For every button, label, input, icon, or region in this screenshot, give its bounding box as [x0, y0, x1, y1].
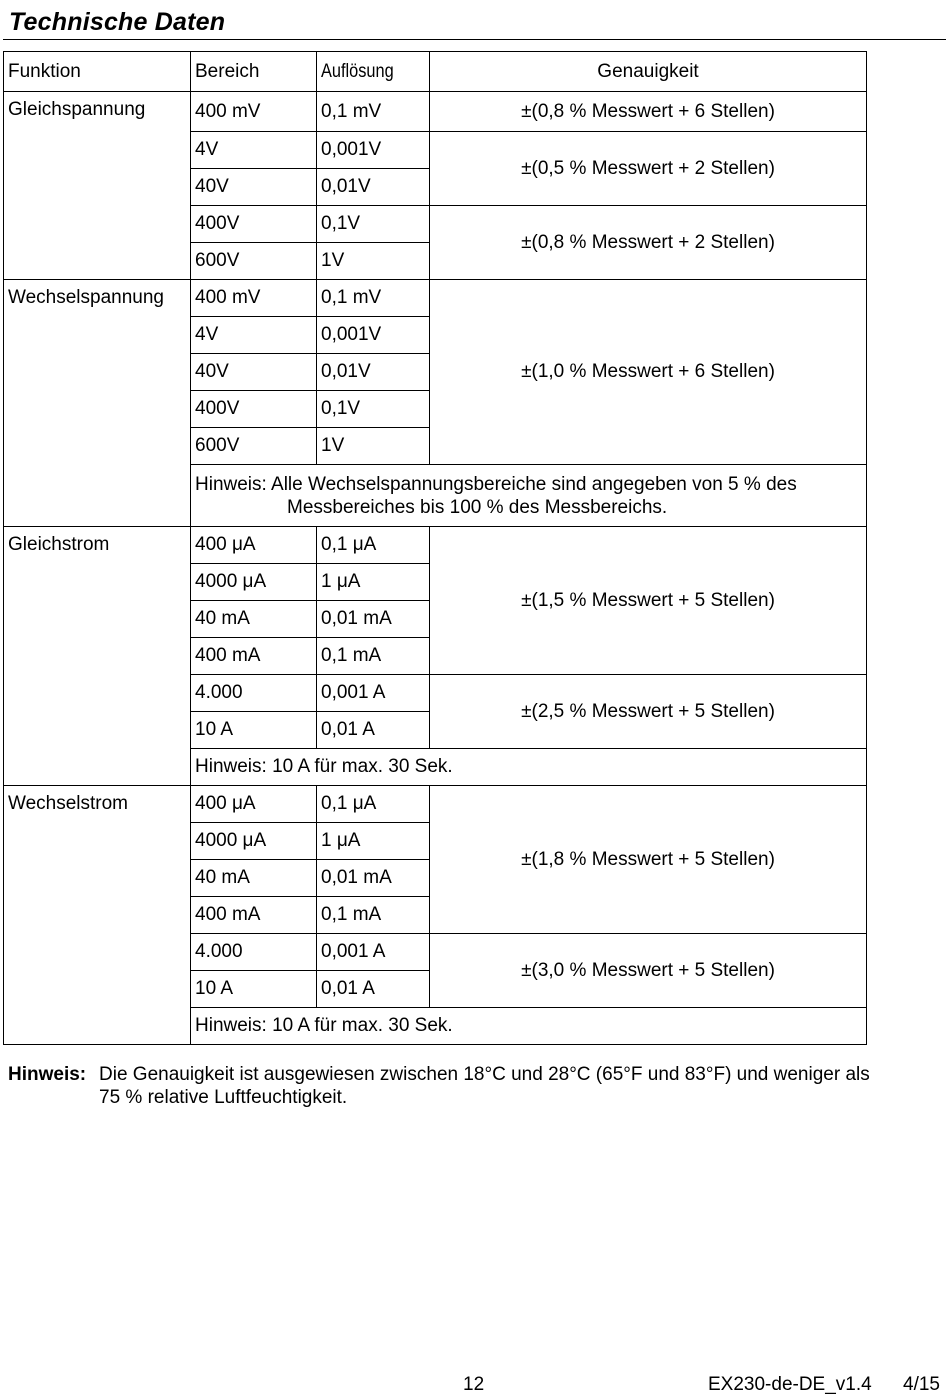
- header-cell-range: Bereich: [191, 52, 317, 92]
- function-ac-current: Wechselstrom: [4, 786, 191, 1045]
- range-cell: 400V: [191, 391, 317, 428]
- range-cell: 4.000: [191, 675, 317, 712]
- resolution-cell: 0,1 mV: [317, 280, 430, 317]
- function-dc-voltage: Gleichspannung: [4, 92, 191, 280]
- document-page: 4/15: [903, 1374, 940, 1395]
- range-cell: 400 μA: [191, 527, 317, 564]
- range-cell: 400V: [191, 206, 317, 243]
- note-line: Hinweis: Alle Wechselspannungsbereiche sind angegeben von 5 % des: [195, 473, 797, 495]
- note-cell-ac-voltage: [191, 465, 867, 527]
- accuracy-cell: ±(1,8 % Messwert + 5 Stellen): [430, 786, 867, 934]
- range-cell: 10 A: [191, 712, 317, 749]
- table-row: [4, 527, 867, 564]
- range-cell: 10 A: [191, 971, 317, 1008]
- resolution-cell: 1 μA: [317, 564, 430, 601]
- range-cell: 4.000: [191, 934, 317, 971]
- resolution-cell: 0,1 mA: [317, 638, 430, 675]
- accuracy-cell: ±(1,5 % Messwert + 5 Stellen): [430, 527, 867, 675]
- resolution-cell: 0,001 A: [317, 675, 430, 712]
- range-cell: 400 mV: [191, 92, 317, 132]
- accuracy-cell: ±(0,8 % Messwert + 2 Stellen): [430, 206, 867, 280]
- resolution-cell: 1V: [317, 243, 430, 280]
- specifications-table: [3, 51, 867, 1045]
- range-cell: 40 mA: [191, 860, 317, 897]
- resolution-cell: 0,001V: [317, 317, 430, 354]
- table-row: [4, 786, 867, 823]
- resolution-cell: 0,01 mA: [317, 601, 430, 638]
- range-cell: 400 mV: [191, 280, 317, 317]
- table-row: [4, 280, 867, 317]
- resolution-cell: 0,1V: [317, 206, 430, 243]
- resolution-cell: 0,1V: [317, 391, 430, 428]
- range-cell: 600V: [191, 428, 317, 465]
- range-cell: 4V: [191, 132, 317, 169]
- resolution-cell: 0,001V: [317, 132, 430, 169]
- resolution-cell: 0,01 mA: [317, 860, 430, 897]
- range-cell: 4000 μA: [191, 564, 317, 601]
- table-header-row: [4, 52, 867, 92]
- accuracy-cell: ±(0,8 % Messwert + 6 Stellen): [430, 92, 867, 132]
- resolution-cell: 0,01V: [317, 354, 430, 391]
- footnote-line: Die Genauigkeit ist ausgewiesen zwischen 18°C und 28°C (65°F und 83°F) und weniger als: [99, 1064, 870, 1085]
- title-divider: [3, 39, 946, 40]
- range-cell: 40V: [191, 169, 317, 206]
- accuracy-cell: ±(3,0 % Messwert + 5 Stellen): [430, 934, 867, 1008]
- resolution-cell: 0,1 mA: [317, 897, 430, 934]
- table-row: [4, 92, 867, 132]
- header-cell-resolution: [317, 52, 430, 92]
- function-ac-voltage: Wechselspannung: [4, 280, 191, 527]
- page-title: Technische Daten: [9, 8, 226, 36]
- resolution-cell: 0,01V: [317, 169, 430, 206]
- accuracy-cell: ±(1,0 % Messwert + 6 Stellen): [430, 280, 867, 465]
- range-cell: 400 mA: [191, 638, 317, 675]
- resolution-cell: 0,1 μA: [317, 527, 430, 564]
- range-cell: 4V: [191, 317, 317, 354]
- header-cell-function: Funktion: [4, 52, 191, 92]
- range-cell: 40V: [191, 354, 317, 391]
- resolution-cell: 0,001 A: [317, 934, 430, 971]
- range-cell: 400 μA: [191, 786, 317, 823]
- resolution-cell: 0,1 mV: [317, 92, 430, 132]
- function-dc-current: Gleichstrom: [4, 527, 191, 786]
- page-number: 12: [463, 1374, 485, 1395]
- header-resolution-label: Auflösung: [321, 60, 394, 82]
- resolution-cell: 1V: [317, 428, 430, 465]
- resolution-cell: 0,01 A: [317, 971, 430, 1008]
- range-cell: 40 mA: [191, 601, 317, 638]
- resolution-cell: 0,1 μA: [317, 786, 430, 823]
- resolution-cell: 0,01 A: [317, 712, 430, 749]
- accuracy-cell: ±(0,5 % Messwert + 2 Stellen): [430, 132, 867, 206]
- document-id: EX230-de-DE_v1.4: [708, 1374, 872, 1395]
- range-cell: 4000 μA: [191, 823, 317, 860]
- note-cell-ac-current: Hinweis: 10 A für max. 30 Sek.: [191, 1008, 867, 1045]
- range-cell: 600V: [191, 243, 317, 280]
- note-line: Messbereiches bis 100 % des Messbereichs.: [287, 496, 668, 518]
- footnote-line: 75 % relative Luftfeuchtigkeit.: [99, 1087, 348, 1108]
- range-cell: 400 mA: [191, 897, 317, 934]
- accuracy-cell: ±(2,5 % Messwert + 5 Stellen): [430, 675, 867, 749]
- note-cell-dc-current: Hinweis: 10 A für max. 30 Sek.: [191, 749, 867, 786]
- footnote-label: Hinweis:: [8, 1064, 87, 1085]
- resolution-cell: 1 μA: [317, 823, 430, 860]
- header-cell-accuracy: Genauigkeit: [430, 52, 867, 92]
